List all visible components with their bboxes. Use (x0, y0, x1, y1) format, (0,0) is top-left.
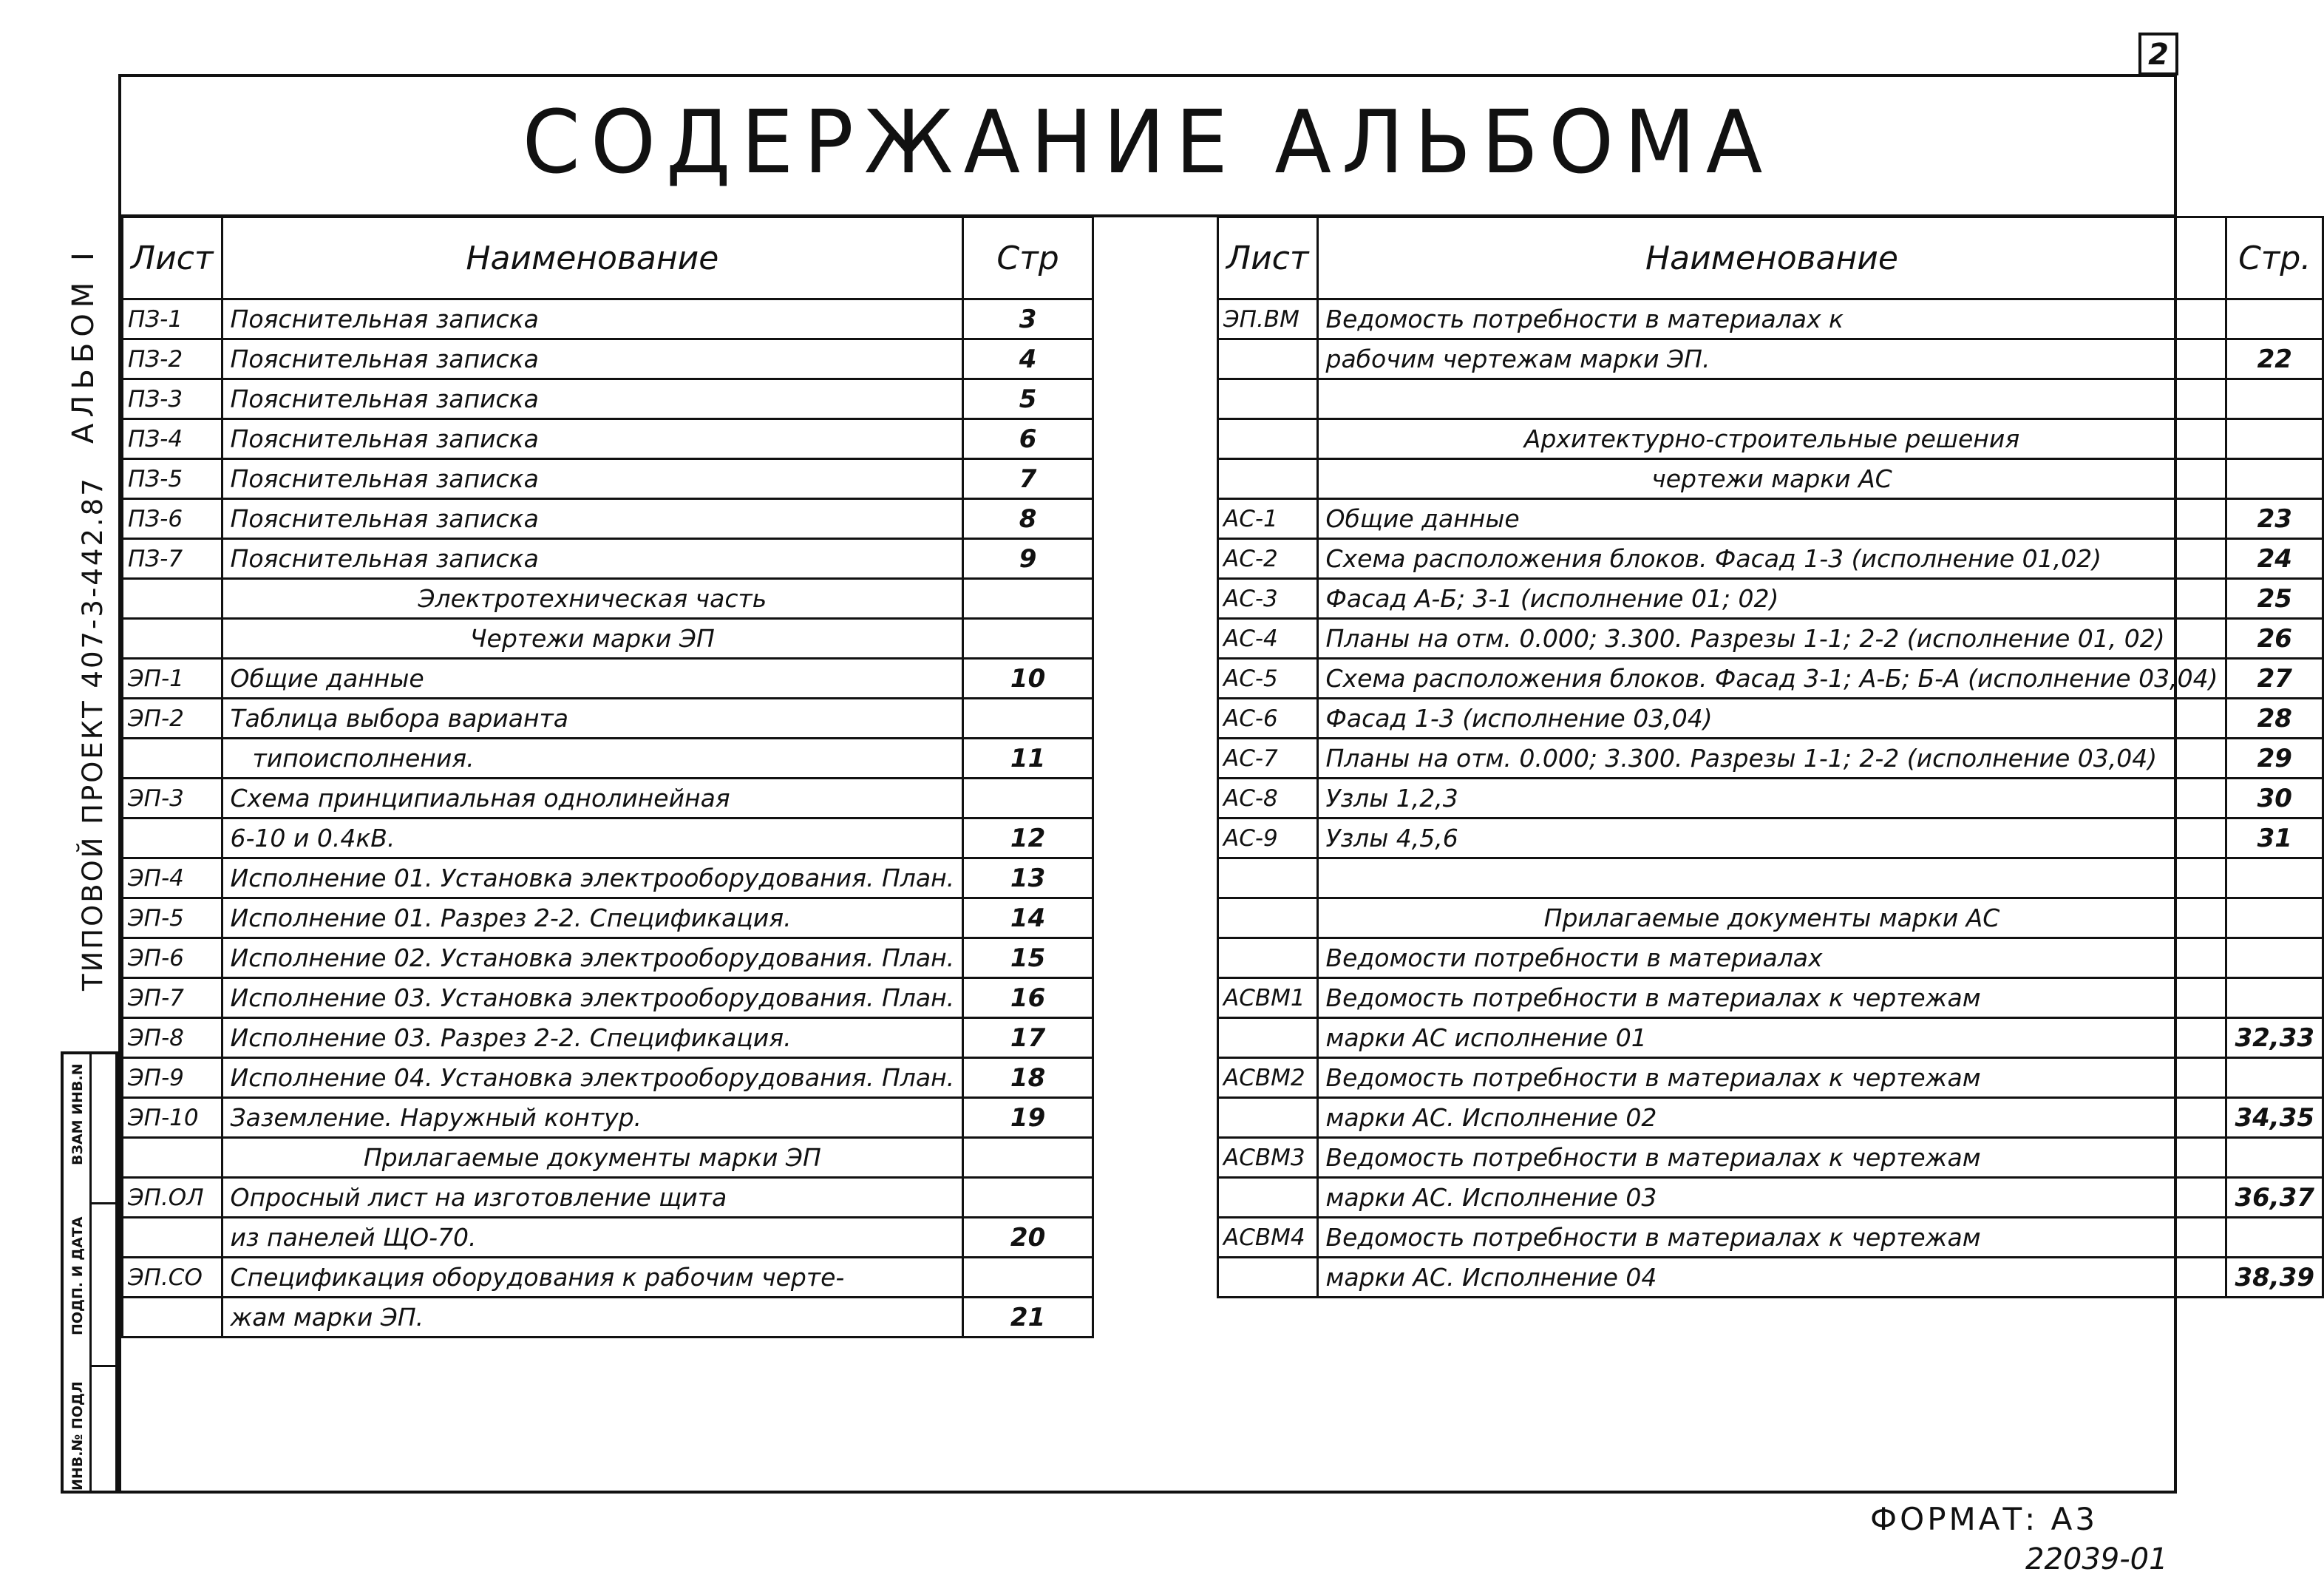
table-row (123, 898, 1093, 938)
table-row (123, 1218, 1093, 1258)
cell-page (2226, 1218, 2323, 1258)
table-row (123, 1138, 1093, 1178)
cell-name: Исполнение 01. Разрез 2-2. Спецификация. (222, 898, 963, 938)
cell-page: 4 (963, 339, 1093, 379)
cell-name: Исполнение 03. Установка электрооборудования. План. (222, 978, 963, 1018)
cell-sheet: ЭП.СО (123, 1258, 222, 1298)
table-row (123, 1298, 1093, 1338)
cell-sheet: ЭП-8 (123, 1018, 222, 1058)
header-sheet: Лист (1218, 217, 1318, 299)
table-row (1218, 818, 2323, 858)
left-contents-table (121, 216, 1094, 1338)
table-row (123, 419, 1093, 459)
cell-sheet (1218, 419, 1318, 459)
cell-page: 9 (963, 539, 1093, 579)
table-row (123, 699, 1093, 739)
table-row (123, 299, 1093, 339)
table-row (1218, 659, 2323, 699)
cell-sheet: ПЗ-4 (123, 419, 222, 459)
cell-page: 20 (963, 1218, 1093, 1258)
cell-name: Ведомость потребности в материалах к чертежам (1317, 1138, 2226, 1178)
cell-name: Планы на отм. 0.000; 3.300. Разрезы 1-1; 2-2 (исполнение 03,04) (1317, 739, 2226, 779)
cell-name: Пояснительная записка (222, 419, 963, 459)
cell-name: Пояснительная записка (222, 539, 963, 579)
cell-name: Схема принципиальная однолинейная (222, 779, 963, 818)
cell-page: 29 (2226, 739, 2323, 779)
cell-page (2226, 1058, 2323, 1098)
cell-name: Пояснительная записка (222, 339, 963, 379)
cell-sheet: АС-7 (1218, 739, 1318, 779)
table-row (1218, 579, 2323, 619)
cell-sheet: ЭП-4 (123, 858, 222, 898)
cell-name: Прилагаемые документы марки АС (1317, 898, 2226, 938)
cell-page (963, 619, 1093, 659)
cell-name: Исполнение 02. Установка электрооборудования. План. (222, 938, 963, 978)
table-row (1218, 1018, 2323, 1058)
cell-name: из панелей ЩО-70. (222, 1218, 963, 1258)
table-row (1218, 1138, 2323, 1178)
cell-sheet (123, 1218, 222, 1258)
cell-page: 7 (963, 459, 1093, 499)
table-row (123, 938, 1093, 978)
stamp-label-inv: ИНВ.№ ПОДЛ (69, 1381, 86, 1491)
cell-page (963, 779, 1093, 818)
cell-page (2226, 419, 2323, 459)
cell-sheet: ЭП-6 (123, 938, 222, 978)
cell-name: Электротехническая часть (222, 579, 963, 619)
header-name: Наименование (222, 217, 963, 299)
cell-page: 15 (963, 938, 1093, 978)
cell-sheet: ЭП-2 (123, 699, 222, 739)
stamp-divider (92, 1202, 118, 1204)
cell-page: 26 (2226, 619, 2323, 659)
header-page: Стр. (2226, 217, 2323, 299)
format-label: ФОРМАТ: А3 (1870, 1501, 2099, 1537)
table-row (123, 858, 1093, 898)
table-row (1218, 1178, 2323, 1218)
cell-name: рабочим чертежам марки ЭП. (1317, 339, 2226, 379)
cell-page (963, 699, 1093, 739)
cell-page: 24 (2226, 539, 2323, 579)
cell-name: Исполнение 03. Разрез 2-2. Спецификация. (222, 1018, 963, 1058)
table-row (1218, 779, 2323, 818)
cell-page (2226, 299, 2323, 339)
cell-name: Архитектурно-строительные решения (1317, 419, 2226, 459)
cell-page (2226, 938, 2323, 978)
table-row (123, 339, 1093, 379)
cell-name: Ведомость потребности в материалах к чертежам (1317, 1058, 2226, 1098)
cell-name: Спецификация оборудования к рабочим черте- (222, 1258, 963, 1298)
cell-sheet: АС-6 (1218, 699, 1318, 739)
cell-name (1317, 379, 2226, 419)
table-row (123, 1018, 1093, 1058)
table-row (1218, 619, 2323, 659)
cell-page: 11 (963, 739, 1093, 779)
cell-name (1317, 858, 2226, 898)
cell-page: 3 (963, 299, 1093, 339)
cell-name: Узлы 4,5,6 (1317, 818, 2226, 858)
cell-page (2226, 858, 2323, 898)
table-row (123, 978, 1093, 1018)
side-project-title: ТИПОВОЙ ПРОЕКТ 407-3-442.87 (77, 476, 109, 991)
table-row (1218, 938, 2323, 978)
cell-page: 5 (963, 379, 1093, 419)
cell-sheet: ПЗ-1 (123, 299, 222, 339)
table-row (1218, 459, 2323, 499)
cell-name: Прилагаемые документы марки ЭП (222, 1138, 963, 1178)
table-row (123, 1098, 1093, 1138)
cell-name: Пояснительная записка (222, 379, 963, 419)
cell-page: 27 (2226, 659, 2323, 699)
cell-sheet (1218, 1258, 1318, 1298)
table-row (1218, 539, 2323, 579)
cell-sheet: АС-2 (1218, 539, 1318, 579)
cell-sheet: АС-4 (1218, 619, 1318, 659)
cell-page: 25 (2226, 579, 2323, 619)
table-row (1218, 739, 2323, 779)
table-row (1218, 699, 2323, 739)
table-row (1218, 499, 2323, 539)
table-row (1218, 379, 2323, 419)
cell-sheet (123, 1298, 222, 1338)
cell-page: 12 (963, 818, 1093, 858)
cell-sheet: АС-1 (1218, 499, 1318, 539)
cell-page: 18 (963, 1058, 1093, 1098)
cell-name: Пояснительная записка (222, 459, 963, 499)
cell-name: Схема расположения блоков. Фасад 1-3 (исполнение 01,02) (1317, 539, 2226, 579)
cell-sheet: ПЗ-6 (123, 499, 222, 539)
cell-sheet: ЭП-9 (123, 1058, 222, 1098)
cell-sheet: АСВМ2 (1218, 1058, 1318, 1098)
cell-name: Таблица выбора варианта (222, 699, 963, 739)
table-row (123, 739, 1093, 779)
cell-sheet: ЭП-7 (123, 978, 222, 1018)
cell-page: 10 (963, 659, 1093, 699)
table-row (123, 1058, 1093, 1098)
cell-sheet (123, 1138, 222, 1178)
cell-page (2226, 898, 2323, 938)
table-row (1218, 898, 2323, 938)
table-row (1218, 858, 2323, 898)
table-row (123, 459, 1093, 499)
cell-sheet: ПЗ-2 (123, 339, 222, 379)
cell-page (963, 579, 1093, 619)
right-contents-table (1217, 216, 2324, 1298)
table-row (123, 818, 1093, 858)
cell-sheet (123, 818, 222, 858)
cell-page: 31 (2226, 818, 2323, 858)
table-row (123, 579, 1093, 619)
table-row (123, 499, 1093, 539)
cell-name: марки АС исполнение 01 (1317, 1018, 2226, 1058)
cell-page: 19 (963, 1098, 1093, 1138)
cell-name: Общие данные (1317, 499, 2226, 539)
cell-page (2226, 459, 2323, 499)
cell-name: Схема расположения блоков. Фасад 3-1; А-Б; Б-А (исполнение 03,04) (1317, 659, 2226, 699)
cell-name: Ведомость потребности в материалах к чертежам (1317, 978, 2226, 1018)
cell-sheet (1218, 1098, 1318, 1138)
header-page: Стр (963, 217, 1093, 299)
cell-sheet (1218, 379, 1318, 419)
cell-name: Фасад 1-3 (исполнение 03,04) (1317, 699, 2226, 739)
cell-page (963, 1258, 1093, 1298)
cell-sheet: ЭП-1 (123, 659, 222, 699)
table-row (1218, 419, 2323, 459)
cell-page: 36,37 (2226, 1178, 2323, 1218)
side-album-label: АЛЬБОМ I (67, 246, 101, 444)
cell-page (963, 1138, 1093, 1178)
table-row (1218, 339, 2323, 379)
cell-sheet (1218, 339, 1318, 379)
cell-name: Исполнение 01. Установка электрооборудования. План. (222, 858, 963, 898)
cell-page: 8 (963, 499, 1093, 539)
cell-name: 6-10 и 0.4кВ. (222, 818, 963, 858)
page-title: СОДЕРЖАНИЕ АЛЬБОМА (522, 92, 1773, 194)
cell-sheet: АС-5 (1218, 659, 1318, 699)
cell-name: типоисполнения. (222, 739, 963, 779)
drawing-number: 22039-01 (2025, 1542, 2168, 1576)
table-row (123, 779, 1093, 818)
cell-sheet (123, 579, 222, 619)
cell-sheet: АС-3 (1218, 579, 1318, 619)
cell-sheet (1218, 459, 1318, 499)
table-row (123, 619, 1093, 659)
cell-sheet (1218, 1018, 1318, 1058)
table-row (123, 659, 1093, 699)
cell-sheet (123, 739, 222, 779)
cell-page: 13 (963, 858, 1093, 898)
cell-sheet: АСВМ1 (1218, 978, 1318, 1018)
table-row (1218, 1218, 2323, 1258)
cell-sheet: ЭП-3 (123, 779, 222, 818)
cell-sheet: АСВМ4 (1218, 1218, 1318, 1258)
cell-name: Планы на отм. 0.000; 3.300. Разрезы 1-1; 2-2 (исполнение 01, 02) (1317, 619, 2226, 659)
cell-name: жам марки ЭП. (222, 1298, 963, 1338)
cell-sheet: ЭП-5 (123, 898, 222, 938)
table-header-row (1218, 217, 2323, 299)
cell-sheet: ПЗ-3 (123, 379, 222, 419)
cell-sheet: ПЗ-5 (123, 459, 222, 499)
stamp-divider (92, 1365, 118, 1367)
cell-page (963, 1178, 1093, 1218)
cell-page: 32,33 (2226, 1018, 2323, 1058)
cell-page (2226, 379, 2323, 419)
approval-stamp (61, 1051, 118, 1494)
cell-name: Исполнение 04. Установка электрооборудования. План. (222, 1058, 963, 1098)
cell-page: 34,35 (2226, 1098, 2323, 1138)
cell-name: Ведомость потребности в материалах к (1317, 299, 2226, 339)
table-header-row (123, 217, 1093, 299)
cell-name: марки АС. Исполнение 04 (1317, 1258, 2226, 1298)
cell-sheet: ЭП.ОЛ (123, 1178, 222, 1218)
cell-name: Заземление. Наружный контур. (222, 1098, 963, 1138)
cell-name: Фасад А-Б; 3-1 (исполнение 01; 02) (1317, 579, 2226, 619)
cell-name: Общие данные (222, 659, 963, 699)
table-row (1218, 1258, 2323, 1298)
cell-sheet (1218, 898, 1318, 938)
table-row (1218, 1098, 2323, 1138)
cell-page: 17 (963, 1018, 1093, 1058)
cell-page: 38,39 (2226, 1258, 2323, 1298)
cell-sheet (1218, 938, 1318, 978)
cell-sheet: ЭП-10 (123, 1098, 222, 1138)
cell-sheet: ЭП.ВМ (1218, 299, 1318, 339)
cell-page: 28 (2226, 699, 2323, 739)
cell-sheet: ПЗ-7 (123, 539, 222, 579)
table-row (1218, 299, 2323, 339)
cell-name: Ведомости потребности в материалах (1317, 938, 2226, 978)
cell-name: Чертежи марки ЭП (222, 619, 963, 659)
cell-name: Ведомость потребности в материалах к чертежам (1317, 1218, 2226, 1258)
cell-sheet (1218, 1178, 1318, 1218)
cell-page (2226, 978, 2323, 1018)
cell-sheet (123, 619, 222, 659)
sheet-number: 2 (2138, 33, 2178, 75)
table-row (1218, 978, 2323, 1018)
cell-name: Пояснительная записка (222, 499, 963, 539)
cell-name: Опросный лист на изготовление щита (222, 1178, 963, 1218)
header-sheet: Лист (123, 217, 222, 299)
table-row (123, 379, 1093, 419)
cell-sheet (1218, 858, 1318, 898)
cell-sheet: АСВМ3 (1218, 1138, 1318, 1178)
cell-page: 16 (963, 978, 1093, 1018)
cell-name: марки АС. Исполнение 02 (1317, 1098, 2226, 1138)
cell-page: 21 (963, 1298, 1093, 1338)
header-name: Наименование (1317, 217, 2226, 299)
cell-sheet: АС-9 (1218, 818, 1318, 858)
cell-page: 30 (2226, 779, 2323, 818)
cell-name: чертежи марки АС (1317, 459, 2226, 499)
stamp-label-sign: ПОДП. И ДАТА (69, 1216, 86, 1335)
table-row (123, 539, 1093, 579)
cell-page: 6 (963, 419, 1093, 459)
cell-name: Пояснительная записка (222, 299, 963, 339)
cell-sheet: АС-8 (1218, 779, 1318, 818)
stamp-label-replace: ВЗАМ ИНВ.N (69, 1063, 86, 1165)
table-row (123, 1178, 1093, 1218)
cell-page: 22 (2226, 339, 2323, 379)
cell-page: 14 (963, 898, 1093, 938)
cell-name: Узлы 1,2,3 (1317, 779, 2226, 818)
table-row (123, 1258, 1093, 1298)
cell-page (2226, 1138, 2323, 1178)
table-row (1218, 1058, 2323, 1098)
cell-name: марки АС. Исполнение 03 (1317, 1178, 2226, 1218)
cell-page: 23 (2226, 499, 2323, 539)
